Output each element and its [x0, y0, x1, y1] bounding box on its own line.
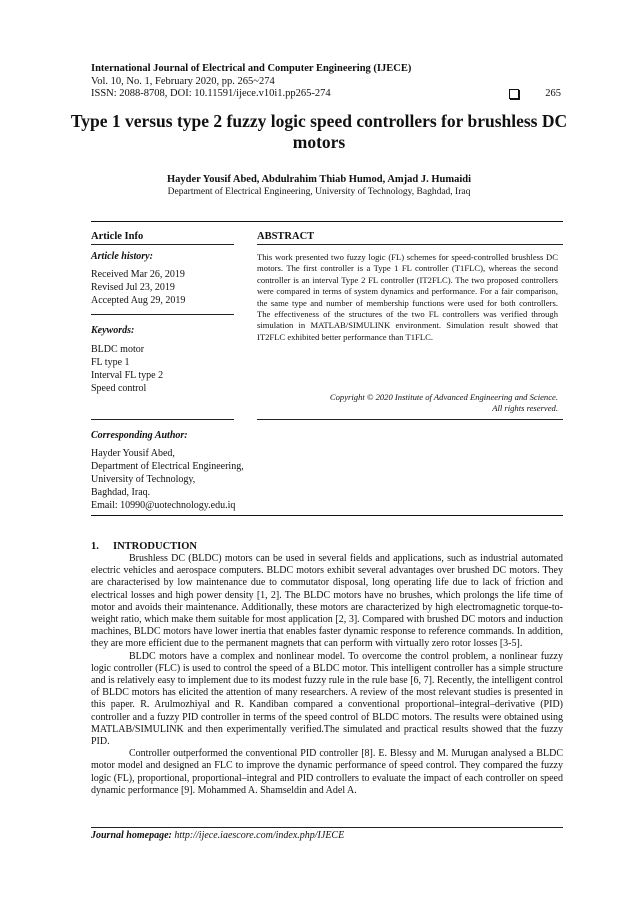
front-matter-rule	[91, 515, 563, 516]
corresponding-heading: Corresponding Author:	[91, 430, 188, 441]
copyright-notice	[257, 392, 558, 415]
corresponding-city: Baghdad, Iraq.	[91, 487, 151, 498]
issn-row	[91, 88, 561, 101]
abstract-heading: ABSTRACT	[257, 231, 315, 242]
checkbox-icon	[509, 89, 519, 99]
history-rule	[91, 314, 234, 315]
keyword-item: BLDC motor	[91, 344, 145, 355]
keyword-item: Speed control	[91, 383, 147, 394]
issn-doi: ISSN: 2088-8708, DOI: 10.11591/ijece.v10i1.pp265-274	[91, 88, 331, 99]
affiliation: Department of Electrical Engineering, University of Technology, Baghdad, Iraq	[167, 187, 471, 197]
paper-title: Type 1 versus type 2 fuzzy logic speed controllers for brushless DC motors	[70, 111, 568, 152]
abstract-text: This work presented two fuzzy logic (FL) schemes for speed-controlled brushless DC motors. The first controller is a Type 1 FL controller (T1FLC), whereas the second controller is an interval Type 2 FL controller (IT2FLC). The two proposed controllers were compared in terms of system dynamics and performance. For a fair comparison, the same type and number of membership functions were used for both controllers. The effectiveness of the structures of the two FL controllers was verified through simulation in MATLAB/SIMULINK environment. Simulation result showed that IT2FLC exhibited better performance than T1FLC.	[257, 252, 558, 342]
footer-rule	[91, 827, 563, 828]
rights-line: All rights reserved.	[492, 403, 558, 414]
section-title: INTRODUCTION	[113, 541, 198, 552]
keyword-item: FL type 1	[91, 357, 130, 368]
keyword-item: Interval FL type 2	[91, 370, 164, 381]
journal-homepage: Journal homepage: http://ijece.iaescore.com/index.php/IJECE	[91, 830, 345, 841]
history-revised: Revised Jul 23, 2019	[91, 282, 175, 293]
homepage-label: Journal homepage	[91, 830, 169, 841]
history-received: Received Mar 26, 2019	[91, 269, 185, 280]
section-number: 1.	[91, 541, 99, 552]
corresponding-univ: University of Technology,	[91, 474, 196, 485]
copyright-line: Copyright © 2020 Institute of Advanced Engineering and Science.	[329, 392, 558, 402]
page-number: 265	[545, 88, 561, 99]
top-rule	[91, 221, 563, 222]
info-bottom-rule	[91, 419, 234, 420]
homepage-link[interactable]: http://ijece.iaescore.com/index.php/IJECE	[174, 830, 345, 841]
history-accepted: Accepted Aug 29, 2019	[91, 295, 186, 306]
section-heading	[91, 541, 197, 552]
article-info-heading: Article Info	[91, 231, 144, 242]
history-list	[91, 268, 185, 307]
corresponding-details	[91, 447, 244, 512]
journal-name: International Journal of Electrical and Computer Engineering (IJECE)	[91, 63, 412, 74]
author-list: Hayder Yousif Abed, Abdulrahim Thiab Humod, Amjad J. Humaidi	[166, 174, 472, 185]
keywords-list	[91, 343, 163, 395]
keywords-heading: Keywords:	[91, 325, 135, 336]
corresponding-name: Hayder Yousif Abed,	[91, 448, 175, 459]
history-heading: Article history:	[91, 251, 153, 262]
corresponding-email: Email: 10990@uotechnology.edu.iq	[91, 500, 236, 511]
volume-info: Vol. 10, No. 1, February 2020, pp. 265~274	[91, 75, 275, 87]
article-info-rule	[91, 244, 234, 245]
abstract-rule	[257, 244, 563, 245]
header-right	[509, 88, 561, 101]
corresponding-dept: Department of Electrical Engineering,	[91, 461, 244, 472]
paragraph: Brushless DC (BLDC) motors can be used in several fields and applications, such as industrial automated electric vehicles and aerospace computers. BLDC motors exhibit several advantages over brushed DC motors. They are characterised by low maintenance due to commutator disposal, long operating life due to lack of friction and electrical losses and high power density [1, 2]. The BLDC motors have no brushes, which prolongs the life time of motor and avoids their maintenance. Additionally, these motors are characterized by high electromagnetic torque-to-weight ratio, which make them suitable for most application [2, 3]. Compared with brushed DC motors and induction machines, BLDC motors have lower inertia that enables faster dynamic response to reference commands. In addition, they are more efficient due to the permanent magnets that can perform with virtually zero rotor losses [3-5].	[91, 553, 563, 650]
introduction-body	[91, 553, 563, 797]
paragraph: BLDC motors have a complex and nonlinear model. To overcome the control problem, a nonlinear fuzzy logic controller (FLC) is used to control the speed of a BLDC motor. This intelligent controller has a simple structure and is relatively easy to implement due to its modest fuzzy rule in the rule base [6, 7]. Recently, the intelligent control of BLDC motors has elicited the attention of many researchers. A review of the most relevant studies is presented in this paper. R. Arulmozhiyal and R. Kandiban compared a conventional proportional–integral–derivative (PID) controller and a fuzzy PID controller in terms of the speed control of BLDC motors. The results were obtained using MATLAB/SIMULINK and then experimentally verified.The simulated and practical results showed that the fuzzy PID.	[91, 650, 563, 748]
paragraph: Controller outperformed the conventional PID controller [8]. E. Blessy and M. Murugan analysed a BLDC motor model and designed an FLC to improve the dynamic performance of speed control. They compared the fuzzy logic (FL), proportional, proportional–integral and PID controllers to evaluate the impact of each controller on speed dynamic performance [9]. Mohammed A. Shamseldin and Adel A.	[91, 748, 563, 796]
running-header	[91, 63, 561, 101]
abstract-bottom-rule	[257, 419, 563, 420]
